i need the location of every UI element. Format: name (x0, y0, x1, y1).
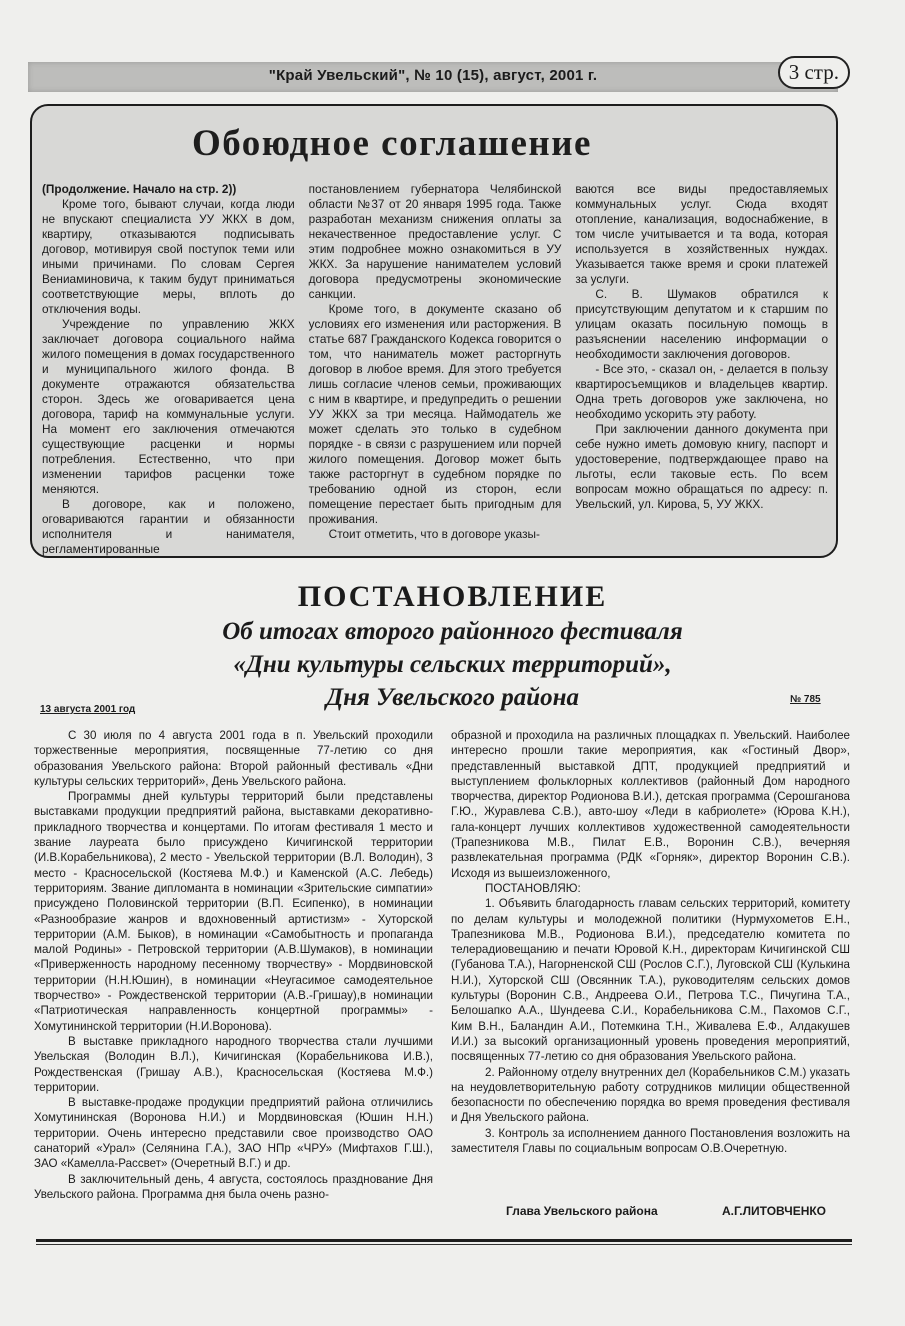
resolution-item-1: 1. Объявить благодарность главам сельских территорий, комитету по делам культуры и молодежной политики (Нурмухометов Е.Н., Трапезникова М.В., Родионова В.И.), председателю комитета по телерадиовещанию и печати Юровой К.Н., директорам Кичигинской СШ (Губанова Т.А.), Нагорненской СШ (Рослов С.Г.), Луговской СШ (Кулькина Н.И.), Хуторской СШ (Овсянник Т.А.), руководителям сельских домов культуры (Воронин С.В., Андреева О.И., Петрова Т.С., Пичугина Т.А., Белошапко А.А., Шундеева С.И., Корабельникова С.М., Пахомов С.Г., Ким В.Н., Баландин А.И., Потемкина Т.Н., Живалева Е.Ф., Алдакушев И.И.) за высокий организационный уровень проведения мероприятий, посвященных 77-летию со дня образования Увельского района. (451, 897, 850, 1064)
article-paragraph: Учреждение по управлению ЖКХ заключает договора социального найма жилого помещения в домах государственного и муниципального жилого фонда. В документе отражаются обязательства сторон. Здесь же оговаривается цена договора, тариф на коммунальные услуги. На момент его заключения отмечаются существующие расценки и нормы потребления. Естественно, что при изменении тарифов расценки тоже меняются. (42, 317, 295, 496)
signature-name: А.Г.ЛИТОВЧЕНКО (722, 1204, 827, 1218)
article-paragraph: Кроме того, бывают случаи, когда люди не впускают специалиста УУ ЖКХ в дом, квартиру, отказываются подписывать договор, мотивируя свой поступок теми или иными причинами. По словам Сергея Вениаминовича, к таким будут приниматься соответствующие меры, вплоть до отключения воды. (42, 197, 295, 316)
resolution-paragraph: В выставке прикладного народного творчества стали лучшими Увельская (Володин В.Л.), Кичигинская (Корабельникова И.В.), Рождественская (Гришау А.В.), Красносельская (Костяева М.Ф.) территории. (34, 1034, 433, 1094)
resolution-body (34, 728, 850, 1218)
resolution-number: № 785 (790, 694, 821, 705)
article-column-3 (575, 182, 828, 548)
article-paragraph: постановлением губернатора Челябинской области №37 от 20 января 1995 года. Также разработан механизм снижения оплаты за некачественное предоставление услуг. С этим подробнее можно ознакомиться в УУ ЖКХ. За нарушение нанимателем условий договора предусмотрены экономические санкции. (308, 182, 562, 301)
article-column-1 (42, 182, 295, 556)
resolution-subtitle-line-2: «Дни культуры сельских территорий», (233, 651, 672, 678)
resolution-subtitle-line-3: Дня Увельского района (326, 684, 579, 711)
bottom-rule-thin (36, 1244, 852, 1245)
resolution-subtitle-line-1: Об итогах второго районного фестиваля (222, 618, 683, 645)
resolution-paragraph: В заключительный день, 4 августа, состоялось празднование Дня Увельского района. Программа дня была очень разно- (34, 1172, 433, 1201)
article-paragraph: ваются все виды предоставляемых коммунальных услуг. Сюда входят отопление, канализация, водоснабжение, в том числе учитывается и та вода, которая используется в хозяйственных нуждах. Указывается также время и сроки платежей за услуги. (575, 182, 829, 286)
page-header (28, 62, 838, 92)
resolution-paragraph: Программы дней культуры территорий были представлены выставками продукции предприятий района, выставками декоративно-прикладного творчества и концертами. По итогам фестиваля 1 место и звание лауреата было присуждено Кичигинской территории (И.В.Корабельникова), 2 место - Увельской территории (В.Л. Володин), 3 место - Красносельской (Костяева М.Ф.) и Каменской (А.С. Лебедь) территориям. Звание дипломанта в номинации «Зрительские симпатии» присуждено Половинской территории (В.П. Есипенко), в номинации «Разнообразие жанров и вдохновенный артистизм» - Хуторской территории (А.М. Быков), в номинации «Самобытность и пропаганда малой Родины» - Петровской территории (А.В.Шумаков), в номинации «Приверженность народному песенному творчеству» - Мордвиновской территории (Н.Н.Юшин), в номинации «Неугасимое самодеятельное творчество» - Рождественской территории (А.В.-Гришау),в номинации «Патриотическая направленность концертной программы» - Хомутининской территории (Н.И.Воронова). (34, 790, 433, 1033)
article-box (30, 104, 838, 558)
signature-title: Глава Увельского района (506, 1204, 658, 1218)
article-paragraph: С. В. Шумаков обратился к присутствующим депутатом и к старшим по улицам оказать посильную помощь в разъяснении населению информации о необходимости заключения договоров. (575, 287, 829, 361)
resolution-paragraph: образной и проходила на различных площадках п. Увельский. Наиболее интересно прошли такие мероприятия, как «Гостиный Двор», представленный выставкой ДПТ, продукцией предприятий и выступлением фольклорных коллективов (районный Дом народного творчества, директор Родионова В.И.), детская программа (Серошганова Г.Ю., Журавлева С.В.), авто-шоу «Леди в кабриолете» (Юрова К.Н.), гала-концерт лучших коллективов художественной самодеятельности (Трапезникова М.В., Пилат Е.В., Воронин С.В.), вечерняя развлекательная программа (РДК «Горняк», директор Воронин С.В.). Исходя из вышеизложенного, (451, 729, 850, 880)
resolution-title: ПОСТАНОВЛЕНИЕ (297, 580, 608, 613)
resolution-item-2: 2. Районному отделу внутренних дел (Корабельников С.М.) указать на неудовлетворительную работу сотрудников милиции общественной безопасности по обеспечению порядка во время проведения фестиваля и Дня Увельского района. (451, 1065, 850, 1125)
article-columns (42, 182, 829, 556)
continuation-note: (Продолжение. Начало на стр. 2)) (42, 182, 237, 196)
article-paragraph: Кроме того, в документе сказано об условиях его изменения или расторжения. В статье 687 Гражданского Кодекса говорится о том, что наниматель может расторгнуть договор в любое время. Для этого требуется лишь согласие членов семьи, проживающих с ним в квартире, и предупредить о решении УУ ЖКХ за три месяца. Наймодатель же может сделать это только в судебном порядке - в связи с разрушением или порчей жилого помещения. Договор может быть также расторгнут в судебном порядке по требованию одной из сторон, если помещение перестает быть пригодным для проживания. (308, 302, 562, 526)
resolution-date: 13 августа 2001 год (40, 704, 136, 715)
resolution-column-right (451, 728, 850, 1218)
article-title: Обоюдное соглашение (192, 123, 592, 164)
article-paragraph: - Все это, - сказал он, - делается в пользу квартиросъемщиков и владельцев квартир. Одна треть договоров уже заключена, но необходимо ускорить эту работу. (575, 362, 829, 421)
article-column-2 (309, 182, 562, 548)
article-paragraph: В договоре, как и положено, оговариваются гарантии и обязанности исполнителя и нанимателя, регламентированные (42, 497, 295, 556)
article-paragraph: Стоит отметить, что в договоре указы- (328, 527, 540, 541)
resolution-paragraph: В выставке-продаже продукции предприятий района отличились Хомутининская (Воронова Н.И.) и Мордвиновская (Юшин Н.Н.) территории. Очень интересно представили свое производство ОАО санаторий «Урал» (Селянина Г.А.), ЗАО НПр «ЧРУ» (Мифтахов Г.Ш.), ЗАО «Камелла-Рассвет» (Очеретный В.Г.) и др. (34, 1096, 433, 1171)
resolution-decree-label: ПОСТАНОВЛЯЮ: (485, 881, 581, 895)
bottom-rule (36, 1239, 852, 1242)
page-number: 3 стр. (778, 56, 850, 89)
resolution-paragraph: С 30 июля по 4 августа 2001 года в п. Увельский проходили торжественные мероприятия, посвященные 77-летию со дня образования Увельского района: Второй районный фестиваль «Дни культуры сельских территорий», День Увельского района. (34, 729, 433, 788)
article-paragraph: При заключении данного документа при себе нужно иметь домовую книгу, паспорт и удостоверение, подтверждающее право на льготы, если таковые есть. По всем вопросам можно обращаться по адресу: п. Увельский, ул. Кирова, 5, УУ ЖКХ. (575, 422, 829, 511)
resolution-column-left (34, 728, 433, 1218)
header-title: "Край Увельский", № 10 (15), август, 2001 г. (268, 67, 598, 84)
resolution-item-3: 3. Контроль за исполнением данного Постановления возложить на заместителя Главы по социальным вопросам О.В.Очеретную. (451, 1126, 850, 1156)
